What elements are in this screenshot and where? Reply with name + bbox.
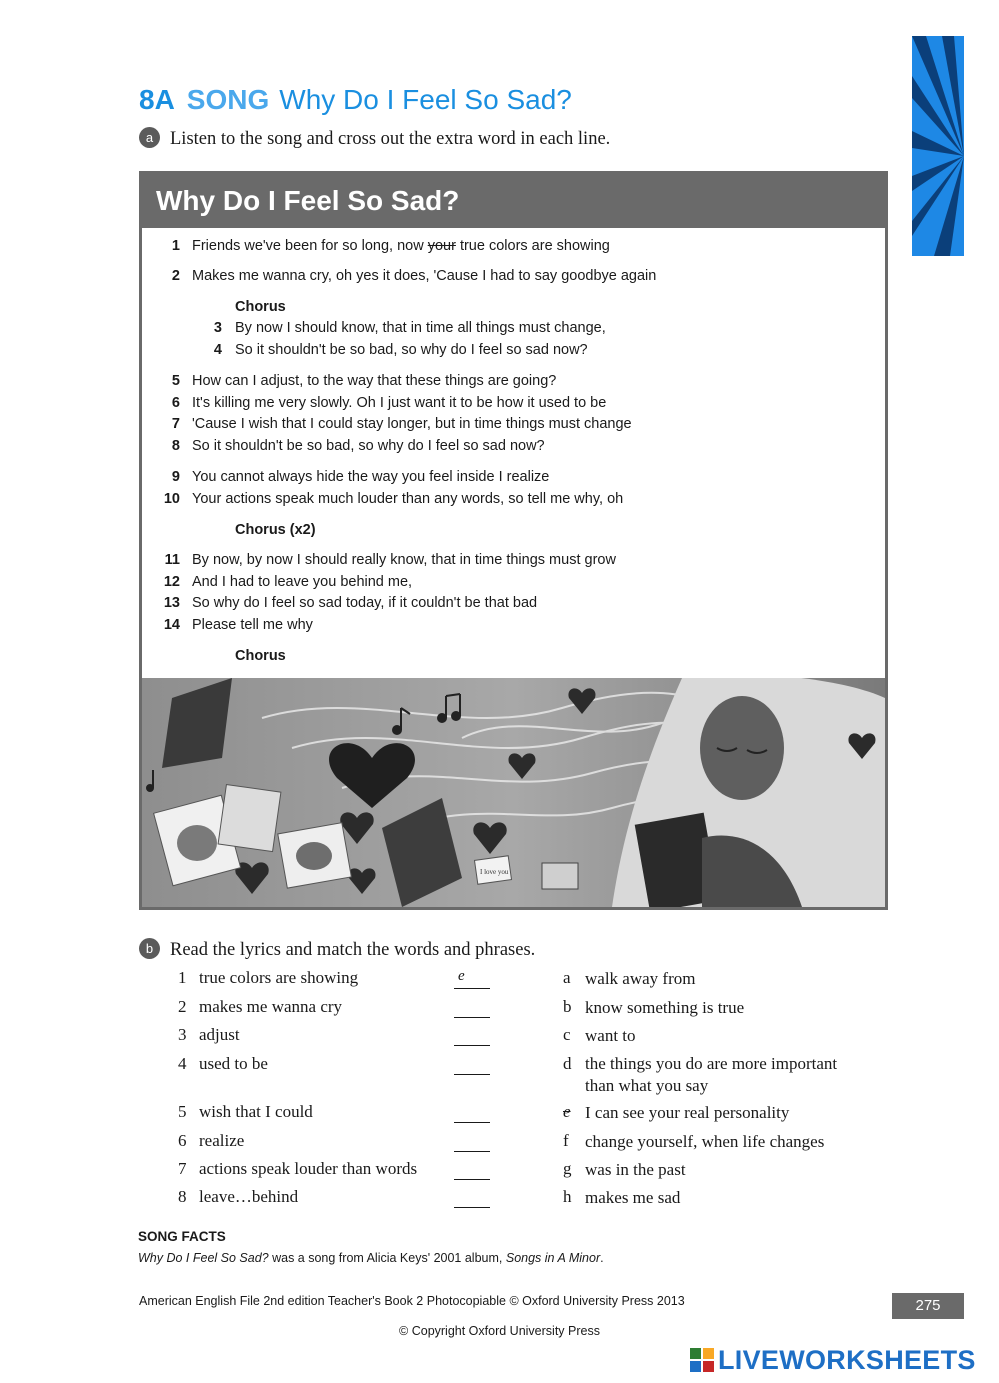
lyric-text: So why do I feel so sad today, if it couldn't be that bad <box>192 595 538 611</box>
lyric-text: And I had to leave you behind me, <box>192 574 413 590</box>
line-number: 13 <box>163 595 180 611</box>
option-definition: makes me sad <box>585 1188 681 1207</box>
matching-exercise <box>170 968 870 1213</box>
match-row <box>170 997 870 1021</box>
item-term: actions speak louder than words <box>199 1159 418 1178</box>
line-number: 8 <box>171 438 180 454</box>
footer-book-title: American English File 2nd edition Teacher's Book 2 <box>139 1294 424 1308</box>
line-number: 3 <box>213 320 222 336</box>
item-number: 3 <box>178 1025 187 1044</box>
answer-blank[interactable] <box>454 1122 490 1123</box>
lyric-line <box>152 436 545 456</box>
line-number: 9 <box>171 469 180 485</box>
lyric-line <box>152 550 616 570</box>
match-row <box>170 1187 870 1211</box>
option-definition: want to <box>585 1026 636 1045</box>
song-facts-text <box>138 1251 604 1269</box>
bullet-b: b <box>139 938 160 959</box>
bullet-a: a <box>139 127 160 148</box>
line-number: 14 <box>163 617 180 633</box>
line-number: 11 <box>164 552 180 568</box>
chorus-label: Chorus <box>235 299 286 315</box>
gift-tag-text: I love you <box>480 868 509 876</box>
item-term: makes me wanna cry <box>199 997 343 1016</box>
song-facts-heading: SONG FACTS <box>138 1229 226 1244</box>
option-letter-crossed: e <box>563 1102 571 1121</box>
option-definition: the things you do are more important than what you say <box>585 1054 838 1095</box>
facts-text-end: . <box>600 1251 604 1265</box>
chorus-label: Chorus (x2) <box>235 522 316 538</box>
liveworksheets-logo-icon <box>690 1348 714 1372</box>
footer-rights: Photocopiable © Oxford University Press 2013 <box>423 1294 685 1308</box>
line-number: 4 <box>213 342 222 358</box>
line-number: 1 <box>171 238 180 254</box>
lyric-text: It's killing me very slowly. Oh I just want it to be how it used to be <box>192 395 607 411</box>
option-definition: was in the past <box>585 1160 686 1179</box>
option-definition: walk away from <box>585 969 696 988</box>
item-term: realize <box>199 1131 245 1150</box>
lyric-text: Your actions speak much louder than any words, so tell me why, oh <box>192 491 624 507</box>
option-letter: b <box>563 997 572 1016</box>
match-row <box>170 968 870 992</box>
copyright-line: © Copyright Oxford University Press <box>399 1324 600 1338</box>
lyric-text: Makes me wanna cry, oh yes it does, 'Cause I had to say goodbye again <box>192 268 657 284</box>
match-row <box>170 1025 870 1049</box>
lyric-text: So it shouldn't be so bad, so why do I feel so sad now? <box>235 342 588 358</box>
instruction-a-text: Listen to the song and cross out the extra word in each line. <box>170 129 611 149</box>
item-number: 4 <box>178 1054 187 1073</box>
answer-example: e <box>458 968 465 984</box>
match-row <box>170 1159 870 1183</box>
item-term: true colors are showing <box>199 968 359 987</box>
lyric-line <box>192 318 606 338</box>
item-number: 6 <box>178 1131 187 1150</box>
lyric-line <box>152 236 610 256</box>
answer-blank[interactable] <box>454 988 490 989</box>
answer-blank[interactable] <box>454 1179 490 1180</box>
item-term: leave…behind <box>199 1187 299 1206</box>
option-letter: f <box>563 1131 569 1150</box>
instruction-b-text: Read the lyrics and match the words and phrases. <box>170 940 536 960</box>
lyric-text: By now I should know, that in time all things must change, <box>235 320 606 336</box>
lyric-text: Friends we've been for so long, now <box>192 238 428 254</box>
option-definition: change yourself, when life changes <box>585 1132 825 1151</box>
lyric-line <box>152 371 556 391</box>
song-illustration <box>142 678 885 907</box>
lyric-line <box>152 572 412 592</box>
item-number: 1 <box>178 968 187 987</box>
item-number: 8 <box>178 1187 187 1206</box>
lyric-text: By now, by now I should really know, that in time things must grow <box>192 552 616 568</box>
line-number: 10 <box>163 491 180 507</box>
lyric-line <box>152 393 606 413</box>
answer-blank[interactable] <box>454 1017 490 1018</box>
option-definition: I can see your real personality <box>585 1103 790 1122</box>
lyrics <box>142 228 885 678</box>
lyric-line <box>152 266 656 286</box>
item-number: 5 <box>178 1102 187 1121</box>
option-letter: g <box>563 1159 572 1178</box>
option-letter: h <box>563 1187 572 1206</box>
song-title-heading: Why Do I Feel So Sad? <box>279 84 572 115</box>
lyric-text: true colors are showing <box>455 238 610 254</box>
line-number: 2 <box>171 268 180 284</box>
page-title <box>139 84 572 120</box>
lyric-line <box>152 467 549 487</box>
unit-number: 8A <box>139 84 175 115</box>
option-letter: a <box>563 968 571 987</box>
lyric-text: How can I adjust, to the way that these things are going? <box>192 373 557 389</box>
section-kind: SONG <box>186 84 270 115</box>
answer-blank[interactable] <box>454 1207 490 1208</box>
song-box <box>139 171 888 910</box>
facts-song-title: Why Do I Feel So Sad? <box>138 1251 269 1265</box>
instruction-b <box>139 940 535 964</box>
facts-text-middle: was a song from Alicia Keys' 2001 album, <box>268 1251 506 1265</box>
line-number: 7 <box>171 416 180 432</box>
lyric-line <box>152 615 313 635</box>
item-number: 2 <box>178 997 187 1016</box>
answer-blank[interactable] <box>454 1151 490 1152</box>
footer-credit <box>139 1294 685 1312</box>
lyric-text: So it shouldn't be so bad, so why do I feel so sad now? <box>192 438 545 454</box>
lyric-line <box>192 340 588 360</box>
liveworksheets-logo-text: LIVEWORKSHEETS <box>718 1344 976 1375</box>
instruction-a <box>139 129 610 153</box>
lyric-line <box>152 414 632 434</box>
option-letter: d <box>563 1054 572 1073</box>
match-row <box>170 1131 870 1155</box>
facts-album-title: Songs in A Minor <box>505 1251 601 1265</box>
page-number: 275 <box>892 1293 964 1319</box>
item-term: used to be <box>199 1054 268 1073</box>
lyric-text: 'Cause I wish that I could stay longer, but in time things must change <box>192 416 632 432</box>
lyric-text: You cannot always hide the way you feel inside I realize <box>192 469 550 485</box>
match-row <box>170 1054 870 1100</box>
line-number: 6 <box>171 395 180 411</box>
line-number: 5 <box>171 373 180 389</box>
liveworksheets-logo <box>690 1345 976 1375</box>
chorus-label: Chorus <box>235 648 286 664</box>
answer-blank[interactable] <box>454 1045 490 1046</box>
item-number: 7 <box>178 1159 187 1178</box>
struck-word[interactable]: your <box>427 238 456 254</box>
song-box-title: Why Do I Feel So Sad? <box>142 174 885 228</box>
lyric-line <box>152 489 623 509</box>
answer-blank[interactable] <box>454 1074 490 1075</box>
line-number: 12 <box>163 574 180 590</box>
lyric-text: Please tell me why <box>192 617 313 633</box>
match-row <box>170 1102 870 1126</box>
side-banner <box>912 36 964 256</box>
lyric-line <box>152 593 537 613</box>
item-term: adjust <box>199 1025 240 1044</box>
option-letter: c <box>563 1025 571 1044</box>
option-definition: know something is true <box>585 998 745 1017</box>
item-term: wish that I could <box>199 1102 313 1121</box>
